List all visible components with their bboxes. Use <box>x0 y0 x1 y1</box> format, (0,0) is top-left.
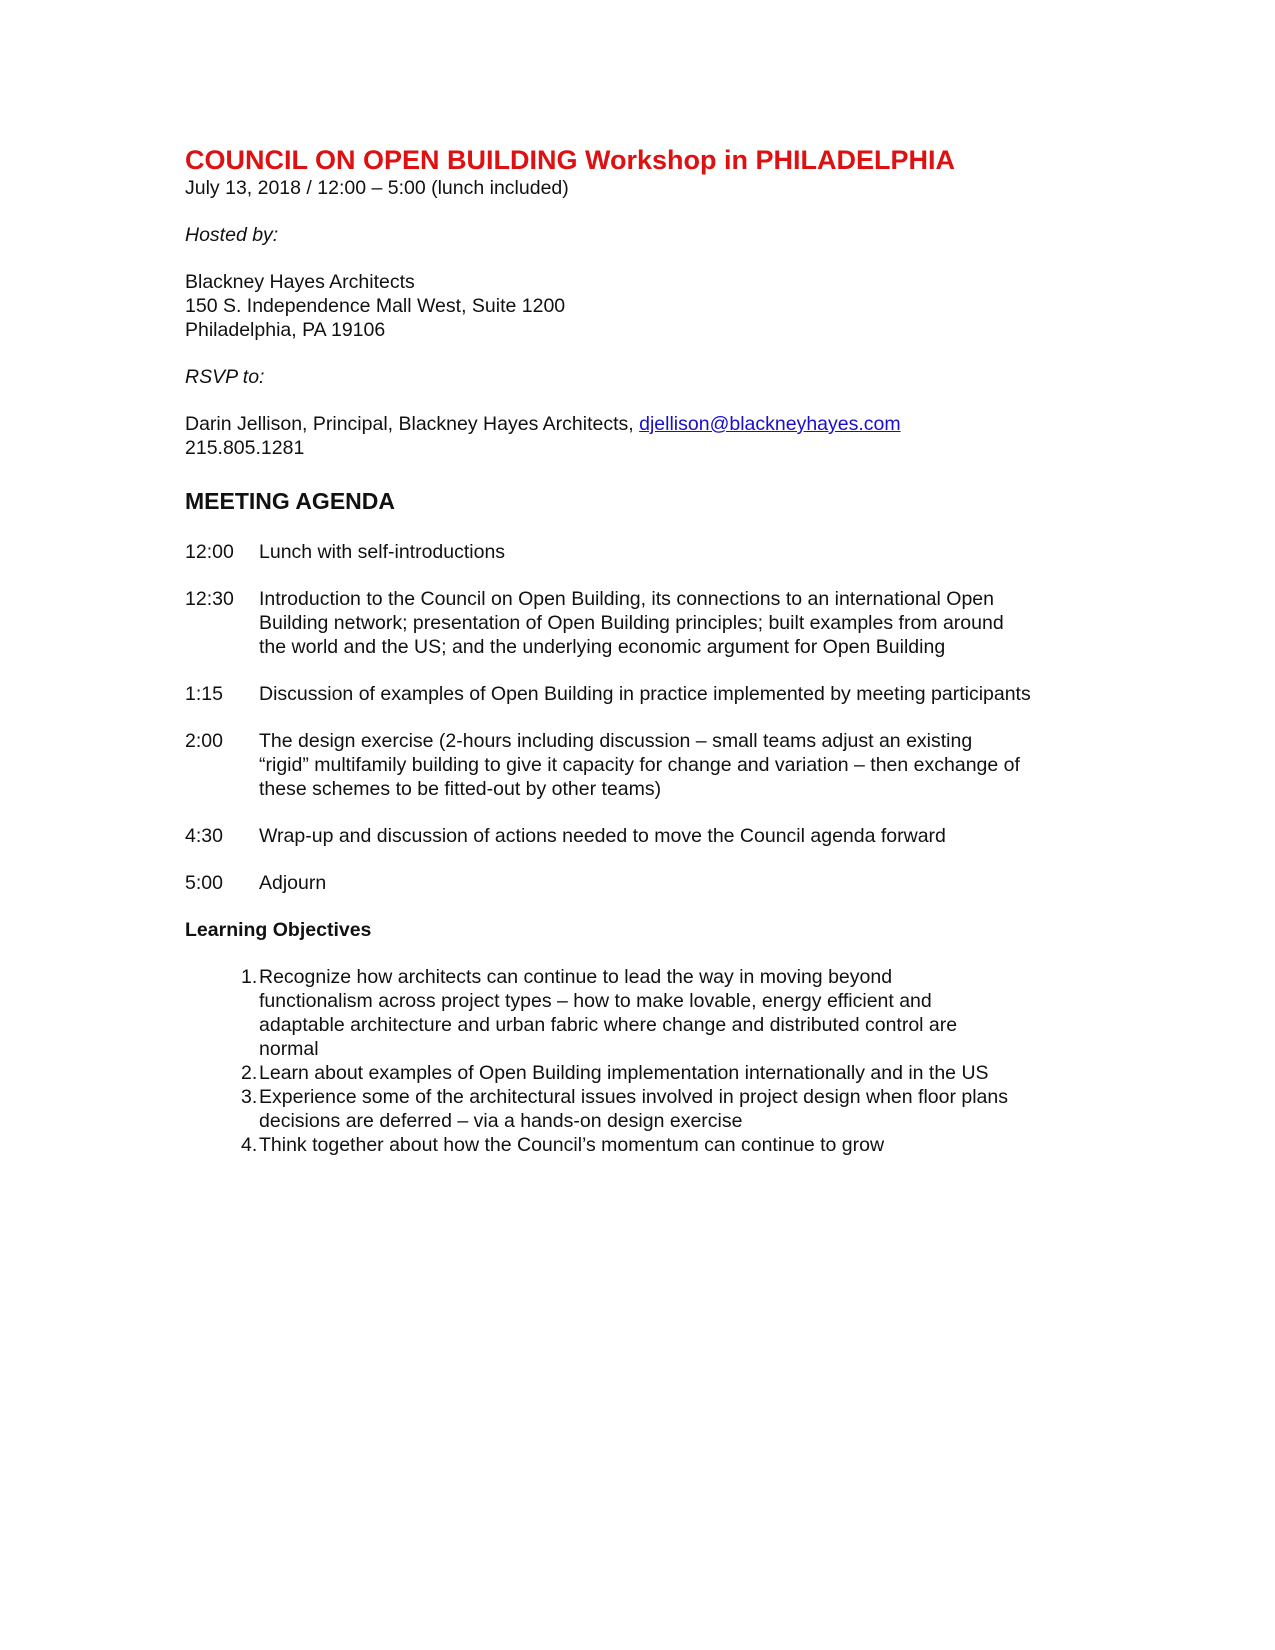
agenda-item <box>185 540 1085 564</box>
agenda-time: 2:00 <box>185 730 223 752</box>
agenda-item <box>185 729 1085 801</box>
agenda-time: 4:30 <box>185 825 223 847</box>
agenda-item <box>185 871 1085 895</box>
agenda-time: 12:30 <box>185 588 234 610</box>
agenda-text: Wrap-up and discussion of actions needed to move the Council agenda forward <box>259 825 946 847</box>
agenda-item <box>185 682 1085 706</box>
objective-item <box>185 965 1085 1061</box>
title-rest: Workshop in PHILADELPHIA <box>577 145 956 175</box>
objective-text: Recognize how architects can continue to lead the way in moving beyond functionalism across project types – how to make lovable, energy efficient and adaptable architecture and urban fabric where change and distributed control are normal <box>259 966 958 1060</box>
agenda-time: 12:00 <box>185 541 234 563</box>
rsvp-contact-line <box>185 412 1085 436</box>
document-page <box>185 144 1085 1157</box>
rsvp-contact: Darin Jellison, Principal, Blackney Hayes Architects, <box>185 413 640 435</box>
objective-text: Experience some of the architectural issues involved in project design when floor plans decisions are deferred – via a hands-on design exercise <box>259 1086 1008 1132</box>
agenda-heading: MEETING AGENDA <box>185 488 395 514</box>
agenda-text: Adjourn <box>259 872 327 894</box>
document-title <box>185 144 1085 176</box>
agenda-time: 5:00 <box>185 872 223 894</box>
objectives-list <box>185 965 1085 1157</box>
objective-number: 3. <box>241 1086 258 1108</box>
rsvp-email-link[interactable]: djellison@blackneyhayes.com <box>639 413 901 435</box>
agenda-text: Lunch with self-introductions <box>259 541 506 563</box>
objective-text: Learn about examples of Open Building implementation internationally and in the US <box>259 1062 989 1084</box>
title-main: COUNCIL ON OPEN BUILDING <box>185 145 578 175</box>
hosted-by-label: Hosted by: <box>185 224 279 246</box>
agenda-text: Discussion of examples of Open Building in practice implemented by meeting participants <box>259 683 1031 705</box>
objective-item <box>185 1133 1085 1157</box>
agenda-item <box>185 824 1085 848</box>
objective-number: 1. <box>241 966 258 988</box>
objective-number: 2. <box>241 1062 258 1084</box>
objective-item <box>185 1061 1085 1085</box>
objective-text: Think together about how the Council’s momentum can continue to grow <box>259 1134 885 1156</box>
host-address-1: 150 S. Independence Mall West, Suite 1200 <box>185 295 566 317</box>
rsvp-label: RSVP to: <box>185 366 265 388</box>
agenda-item <box>185 587 1085 659</box>
host-address-2: Philadelphia, PA 19106 <box>185 319 386 341</box>
objective-number: 4. <box>241 1134 258 1156</box>
agenda-text: Introduction to the Council on Open Building, its connections to an international Open Building network; presentation of Open Building principles; built examples from around the world and the US; and the underlying economic argument for Open Building <box>259 588 1004 658</box>
agenda-text: The design exercise (2-hours including discussion – small teams adjust an existing “rigid” multifamily building to give it capacity for change and variation – then exchange of these schemes to be fitted-out by other teams) <box>259 730 1020 800</box>
date-line: July 13, 2018 / 12:00 – 5:00 (lunch included) <box>185 177 569 199</box>
objective-item <box>185 1085 1085 1133</box>
objectives-heading: Learning Objectives <box>185 919 372 941</box>
host-name: Blackney Hayes Architects <box>185 271 415 293</box>
agenda-time: 1:15 <box>185 683 223 705</box>
rsvp-phone: 215.805.1281 <box>185 437 305 459</box>
